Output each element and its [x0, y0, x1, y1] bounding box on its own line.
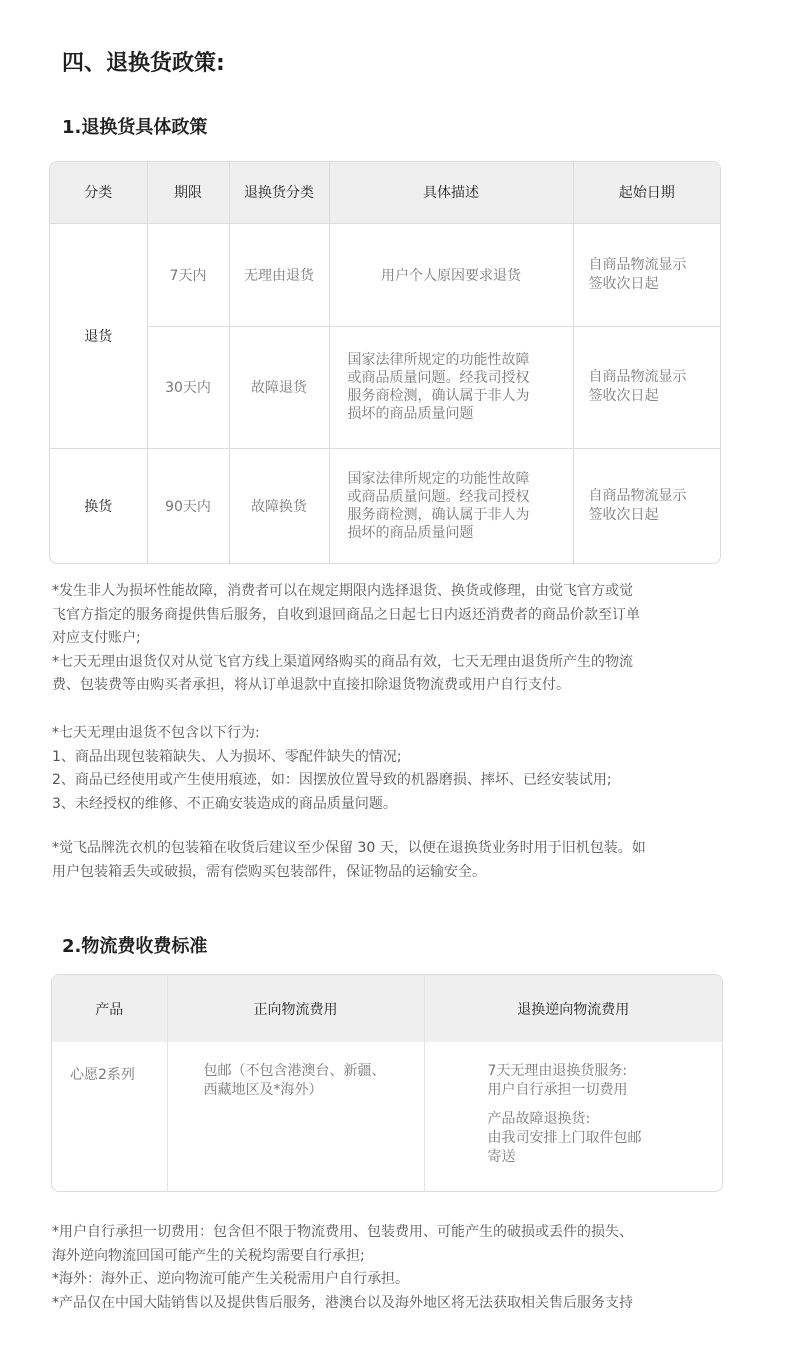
note-line: *用户自行承担一切费用：包含但不限于物流费用、包装费用、可能产生的破损或丢件的损失、 — [52, 1224, 633, 1240]
fee-line: 包邮（不包含港澳台、新疆、 — [203, 1063, 386, 1079]
category-exchange: 换货 — [50, 448, 147, 563]
header-description: 具体描述 — [329, 162, 573, 223]
start-line: 自商品物流显示 — [588, 256, 687, 273]
note-line: 用户包装箱丢失或破损，需有偿购买包装部件，保证物品的运输安全。 — [52, 863, 486, 880]
exclusion-notes — [52, 722, 612, 816]
note-line: *七天无理由退货仅对从觉飞官方线上渠道网络购买的商品有效，七天无理由退货所产生的物流 — [52, 653, 633, 670]
start-line: 签收次日起 — [588, 275, 659, 292]
logistics-fee-table — [51, 974, 723, 1192]
policy-notes — [52, 580, 640, 698]
note-line: 飞官方指定的服务商提供售后服务，自收到退回商品之日起七日内返还消费者的商品价款至订单 — [52, 606, 640, 623]
desc-line: 服务商检测，确认属于非人为 — [347, 506, 530, 523]
start-line: 自商品物流显示 — [588, 487, 687, 504]
header-product: 产品 — [52, 975, 167, 1042]
desc-line: 或商品质量问题。经我司授权 — [347, 370, 530, 386]
header-period: 期限 — [147, 162, 229, 223]
fee-line: 产品故障退换货: — [487, 1111, 591, 1127]
product-cell: 心愿2系列 — [52, 1042, 167, 1191]
period-cell: 7天内 — [147, 223, 229, 326]
description-cell: 用户个人原因要求退货 — [329, 223, 573, 326]
note-line: *觉飞品牌洗衣机的包装箱在收货后建议至少保留 30 天，以便在退换货业务时用于旧机包装。如 — [52, 840, 646, 856]
desc-line: 或商品质量问题。经我司授权 — [347, 488, 530, 505]
desc-line: 损坏的商品质量问题 — [347, 406, 474, 422]
start-date-cell — [573, 448, 720, 563]
desc-line: 服务商检测，确认属于非人为 — [347, 388, 530, 404]
table-header-row — [50, 162, 720, 223]
table-row — [50, 326, 720, 448]
period-cell: 90天内 — [147, 448, 229, 563]
packaging-notes — [52, 837, 646, 884]
fee-line: 西藏地区及*海外） — [203, 1082, 323, 1098]
start-date-cell — [573, 223, 720, 326]
note-line: 1、商品出现包装箱缺失、人为损坏、零配件缺失的情况; — [52, 748, 402, 765]
start-date-cell — [573, 326, 720, 448]
category-return: 退货 — [50, 223, 147, 448]
header-type: 退换货分类 — [229, 162, 329, 223]
note-line: 海外逆向物流回国可能产生的关税均需要自行承担; — [52, 1247, 365, 1264]
table-row — [52, 1042, 722, 1191]
start-line: 签收次日起 — [588, 506, 659, 523]
note-line: *发生非人为损坏性能故障，消费者可以在规定期限内选择退货、换货或修理，由觉飞官方或觉 — [52, 583, 633, 599]
desc-line: 国家法律所规定的功能性故障 — [347, 352, 530, 368]
fee-line: 7天无理由退换货服务: — [487, 1063, 628, 1079]
reverse-fee-cell — [424, 1042, 722, 1191]
note-line: *产品仅在中国大陆销售以及提供售后服务，港澳台以及海外地区将无法获取相关售后服务支持 — [52, 1294, 633, 1311]
desc-line: 国家法律所规定的功能性故障 — [347, 470, 530, 487]
description-cell — [329, 326, 573, 448]
return-policy-table — [49, 161, 721, 564]
fee-line: 由我司安排上门取件包邮 — [487, 1130, 642, 1146]
logistics-title: 2.物流费收费标准 — [62, 936, 208, 957]
period-cell: 30天内 — [147, 326, 229, 448]
table-row — [50, 223, 720, 326]
desc-line: 损坏的商品质量问题 — [347, 524, 474, 541]
type-cell: 故障换货 — [229, 448, 329, 563]
header-start-date: 起始日期 — [573, 162, 720, 223]
start-line: 自商品物流显示 — [588, 369, 687, 385]
fee-line: 用户自行承担一切费用 — [487, 1082, 628, 1098]
table-row — [50, 448, 720, 563]
policy-title: 1.退换货具体政策 — [62, 117, 208, 138]
fee-line: 寄送 — [487, 1149, 516, 1165]
forward-fee-cell — [167, 1042, 424, 1191]
note-line: 费、包装费等由购买者承担，将从订单退款中直接扣除退货物流费或用户自行支付。 — [52, 677, 570, 693]
section-title: 四、退换货政策: — [62, 51, 225, 76]
description-cell — [329, 448, 573, 563]
table-header-row — [52, 975, 722, 1042]
type-cell: 无理由退货 — [229, 223, 329, 326]
note-line: 对应支付账户; — [52, 630, 141, 646]
header-reverse-fee: 退换逆向物流费用 — [424, 975, 722, 1042]
note-line: *海外：海外正、逆向物流可能产生关税需用户自行承担。 — [52, 1271, 409, 1287]
note-line: *七天无理由退货不包含以下行为: — [52, 725, 260, 741]
header-forward-fee: 正向物流费用 — [167, 975, 424, 1042]
note-line: 2、商品已经使用或产生使用痕迹，如：因摆放位置导致的机器磨损、摔坏、已经安装试用; — [52, 772, 612, 788]
logistics-notes — [52, 1221, 633, 1315]
start-line: 签收次日起 — [588, 388, 659, 404]
note-line: 3、未经授权的维修、不正确安装造成的商品质量问题。 — [52, 795, 397, 812]
header-category: 分类 — [50, 162, 147, 223]
type-cell: 故障退货 — [229, 326, 329, 448]
